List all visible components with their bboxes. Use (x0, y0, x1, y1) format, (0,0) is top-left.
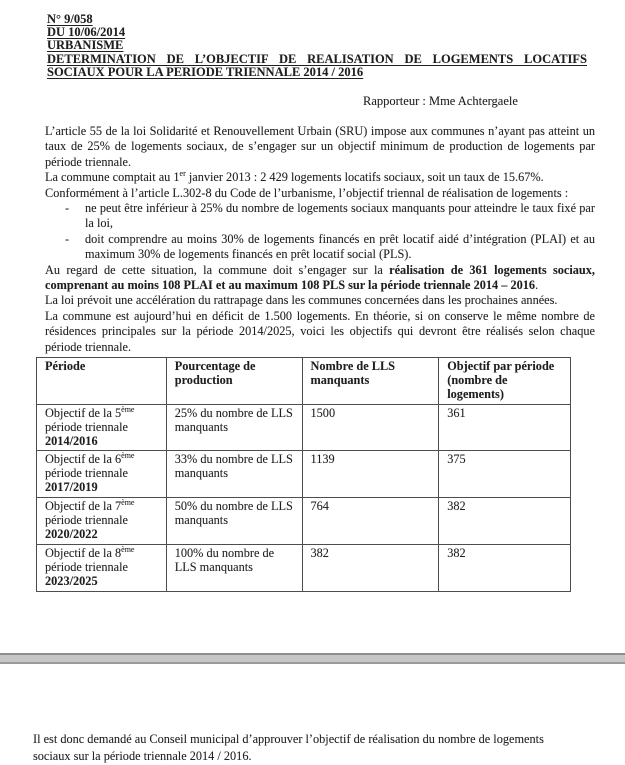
period-line2: période triennale (45, 559, 128, 574)
period-line2: période triennale (45, 419, 128, 434)
paragraph-sru: L’article 55 de la loi Solidarité et Renouvellement Urbain (SRU) impose aux communes n’ayant pas atteint un taux de 25% de logements sociaux, de s’engager sur un objectif minimum de production de logements par période triennale. (45, 124, 595, 169)
table-row (37, 404, 571, 451)
ref-date: DU 10/06/2014 (47, 25, 126, 40)
title-line-2: SOCIAUX POUR LA PERIODE TRIENNALE 2014 / 2016 (47, 64, 364, 79)
dash-marker: - (65, 201, 70, 216)
period-line2: période triennale (45, 466, 128, 481)
rapporteur-line: Rapporteur : Mme Achtergaele (363, 94, 518, 108)
header-cell-pourcentage: Pourcentage de production (166, 358, 302, 405)
footer-paragraph: Il est donc demandé au Conseil municipal d’approuver l’objectif de réalisation du nombre de logements sociaux sur la période triennale 2014 / 2016. (33, 732, 544, 763)
paragraph-count-suffix: janvier 2013 : 2 429 logements locatifs sociaux, soit un taux de 15.67%. (185, 170, 544, 185)
superscript-eme: ème (121, 451, 135, 461)
missing-cell: 764 (302, 498, 439, 545)
superscript-eme: ème (121, 544, 135, 554)
paragraph-deficit: La commune est aujourd’hui en déficit de 1.500 logements. En théorie, si on conserve le même nombre de résidences principales sur la période 2014/2025, voici les objectifs qui devront être réalisés selon chaque période triennale. (45, 308, 595, 354)
body-text (45, 124, 595, 355)
table-header-row (37, 358, 571, 405)
period-line2: période triennale (45, 513, 128, 528)
period-text: Objectif de la 8 (45, 545, 122, 560)
percentage-cell: 50% du nombre de LLS manquants (166, 498, 302, 545)
paragraph-loi: La loi prévoit une accélération du rattrapage dans les communes concernées dans les prochaines années. (45, 293, 558, 308)
period-years: 2023/2025 (45, 573, 98, 588)
objectives-table (36, 357, 571, 592)
missing-cell: 1500 (302, 404, 439, 451)
bullet-text-1: ne peut être inférieur à 25% du nombre de logements sociaux manquants pour atteindre le taux fixé par la loi, (85, 201, 595, 231)
objective-cell: 361 (439, 404, 571, 451)
period-years: 2014/2016 (45, 433, 98, 448)
period-text: Objectif de la 6 (45, 452, 122, 467)
paragraph-count (45, 170, 595, 185)
superscript-eme: ème (121, 404, 135, 414)
period-years: 2017/2019 (45, 480, 98, 495)
missing-cell: 1139 (302, 451, 439, 498)
objective-cell: 382 (439, 544, 571, 591)
percentage-cell: 100% du nombre de LLS manquants (166, 544, 302, 591)
period-cell (37, 498, 167, 545)
paragraph-code: Conformément à l’article L.302-8 du Code de l’urbanisme, l’objectif triennal de réalisation de logements : (45, 185, 569, 200)
superscript-er: er (179, 169, 186, 179)
ref-number: N° 9/058 (47, 12, 93, 26)
engagement-normal: Au regard de cette situation, la commune doit s’engager sur la (45, 262, 390, 277)
paragraph-engagement (45, 263, 595, 294)
period-text: Objectif de la 5 (45, 405, 122, 420)
header-cell-periode: Période (37, 358, 167, 405)
engagement-period: . (535, 278, 539, 293)
superscript-eme: ème (121, 498, 135, 508)
bullet-item-1 (65, 201, 595, 232)
percentage-cell: 33% du nombre de LLS manquants (166, 451, 302, 498)
bullet-item-2 (65, 232, 595, 263)
period-cell (37, 404, 167, 451)
missing-cell: 382 (302, 544, 439, 591)
doc-header (47, 13, 587, 79)
engagement-bold: réalisation de 361 logements sociaux, comprenant au moins 108 PLAI et au maximum 108 PLS sur la période triennale 2014 – 2016 (45, 262, 595, 293)
table-row (37, 451, 571, 498)
header-cell-objectif: Objectif par période (nombre de logements) (439, 358, 571, 405)
title-line-1: DETERMINATION DE L’OBJECTIF DE REALISATION DE LOGEMENTS LOCATIFS (47, 51, 587, 66)
percentage-cell: 25% du nombre de LLS manquants (166, 404, 302, 451)
objective-cell: 382 (439, 498, 571, 545)
bullet-text-2: doit comprendre au moins 30% de logements financés en prêt locatif aidé d’intégration (PLAI) et au maximum 30% de logements financés en prêt locatif social (PLS). (85, 231, 595, 262)
objective-cell: 375 (439, 451, 571, 498)
table-row (37, 544, 571, 591)
period-cell (37, 451, 167, 498)
separator-bar (0, 653, 625, 664)
paragraph-count-prefix: La commune comptait au 1 (45, 170, 180, 185)
category-label: URBANISME (47, 38, 124, 53)
period-cell (37, 544, 167, 591)
period-years: 2020/2022 (45, 526, 98, 541)
dash-marker: - (65, 231, 70, 246)
header-cell-lls-manquants: Nombre de LLS manquants (302, 358, 439, 405)
table-row (37, 498, 571, 545)
period-text: Objectif de la 7 (45, 499, 122, 514)
